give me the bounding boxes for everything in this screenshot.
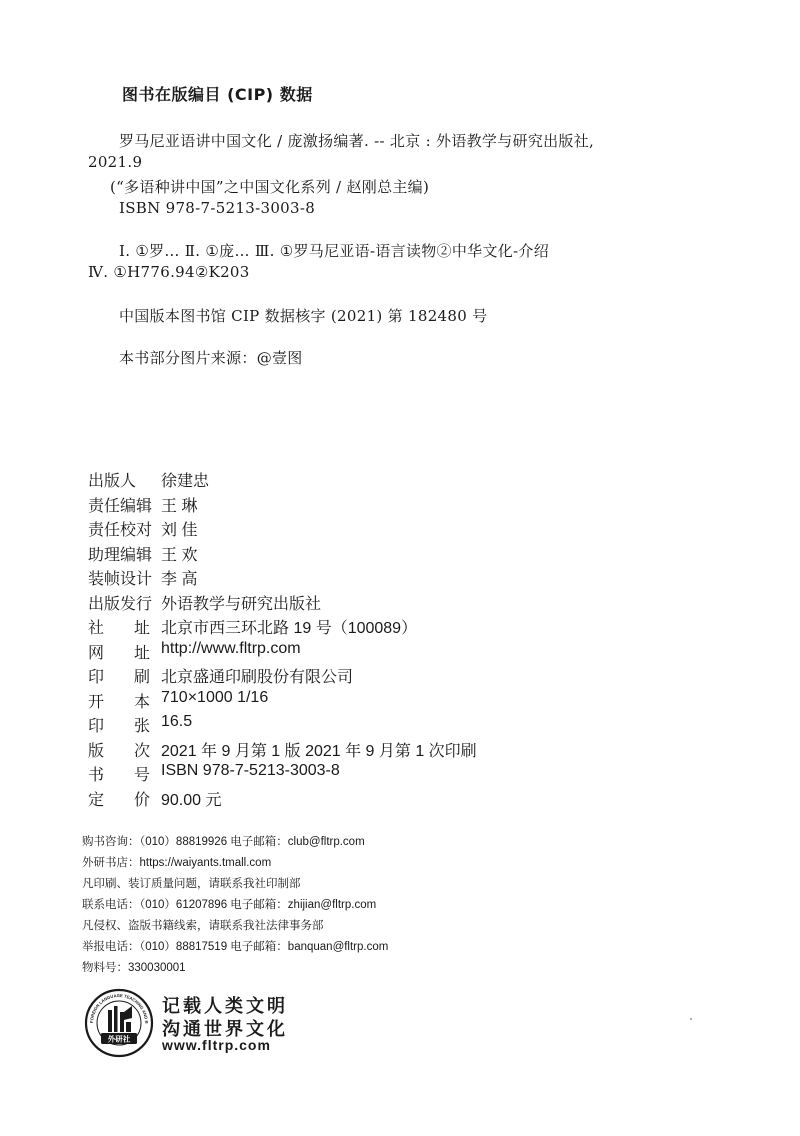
credit-value: 徐建忠 bbox=[161, 473, 210, 490]
credit-label: 网 址 bbox=[88, 643, 150, 662]
contact-report-phone: 举报电话：（010）88817519 电子邮箱：banquan@fltrp.com bbox=[82, 941, 389, 953]
credit-label: 版 次 bbox=[88, 741, 150, 760]
credit-value: ISBN 978-7-5213-3003-8 bbox=[161, 762, 340, 779]
cip-number: 中国版本图书馆 CIP 数据核字 (2021) 第 182480 号 bbox=[119, 307, 488, 325]
credit-label: 定 价 bbox=[88, 790, 150, 809]
cip-classification-1: Ⅰ. ①罗… Ⅱ. ①庞… Ⅲ. ①罗马尼亚语-语言读物②中华文化-介绍 bbox=[119, 242, 550, 260]
credit-value: 外语教学与研究出版社 bbox=[161, 596, 322, 613]
credit-label: 印 刷 bbox=[88, 667, 150, 686]
credit-label: 助理编辑 bbox=[88, 545, 153, 564]
credit-label: 开 本 bbox=[88, 692, 150, 711]
slogan-line-2: 沟通世界文化 bbox=[162, 1019, 288, 1040]
logo-ring-text: FOREIGN LANGUAGE TEACHING AND R bbox=[88, 992, 150, 1024]
credit-label: 责任校对 bbox=[88, 520, 153, 539]
credit-value: 李 高 bbox=[161, 571, 198, 588]
credit-value: 北京盛通印刷股份有限公司 bbox=[161, 669, 354, 686]
speck bbox=[690, 1018, 692, 1020]
slogan-line-1: 记载人类文明 bbox=[162, 996, 288, 1017]
credit-value: 16.5 bbox=[161, 713, 193, 730]
contact-piracy: 凡侵权、盗版书籍线索，请联系我社法律事务部 bbox=[82, 920, 324, 932]
credit-label: 出版人 bbox=[88, 471, 137, 490]
fltrp-logo-icon bbox=[84, 988, 154, 1058]
contact-store: 外研书店：https://waiyants.tmall.com bbox=[82, 857, 272, 869]
credit-value: 710×1000 1/16 bbox=[161, 689, 269, 706]
credit-value: 2021 年 9 月第 1 版 2021 年 9 月第 1 次印刷 bbox=[161, 743, 477, 760]
credit-value: http://www.fltrp.com bbox=[161, 640, 301, 657]
credit-value: 刘 佳 bbox=[161, 522, 198, 539]
credit-value: 90.00 元 bbox=[161, 792, 222, 809]
contact-print-phone: 联系电话：（010）61207896 电子邮箱：zhijian@fltrp.com bbox=[82, 899, 377, 911]
cip-line-1: 罗马尼亚语讲中国文化 / 庞激扬编著. -- 北京 : 外语教学与研究出版社, bbox=[119, 132, 595, 150]
credit-value: 王 琳 bbox=[161, 498, 198, 515]
credit-label: 出版发行 bbox=[88, 594, 153, 613]
logo-url: www.fltrp.com bbox=[162, 1037, 271, 1053]
contact-purchase: 购书咨询：（010）88819926 电子邮箱：club@fltrp.com bbox=[82, 836, 365, 848]
logo-emblem-text: 外研社 bbox=[107, 1034, 131, 1044]
cip-line-2: 2021.9 bbox=[88, 153, 143, 171]
cip-isbn: ISBN 978-7-5213-3003-8 bbox=[119, 199, 316, 217]
credit-label: 社 址 bbox=[88, 618, 150, 637]
credit-label: 责任编辑 bbox=[88, 496, 153, 515]
cip-classification-2: Ⅳ. ①H776.94②K203 bbox=[88, 263, 250, 281]
cip-line-3: (“多语种讲中国”之中国文化系列 / 赵刚总主编) bbox=[110, 178, 430, 196]
cip-title: 图书在版编目 (CIP) 数据 bbox=[122, 85, 313, 104]
credit-label: 书 号 bbox=[88, 765, 150, 784]
credit-label: 印 张 bbox=[88, 716, 150, 735]
credit-label: 装帧设计 bbox=[88, 569, 153, 588]
contact-print-quality: 凡印刷、装订质量问题，请联系我社印制部 bbox=[82, 878, 301, 890]
credit-value: 北京市西三环北路 19 号（100089） bbox=[161, 620, 418, 637]
image-source: 本书部分图片来源：@壹图 bbox=[119, 349, 303, 367]
credit-value: 王 欢 bbox=[161, 547, 198, 564]
contact-material-number: 物料号：330030001 bbox=[82, 962, 186, 974]
